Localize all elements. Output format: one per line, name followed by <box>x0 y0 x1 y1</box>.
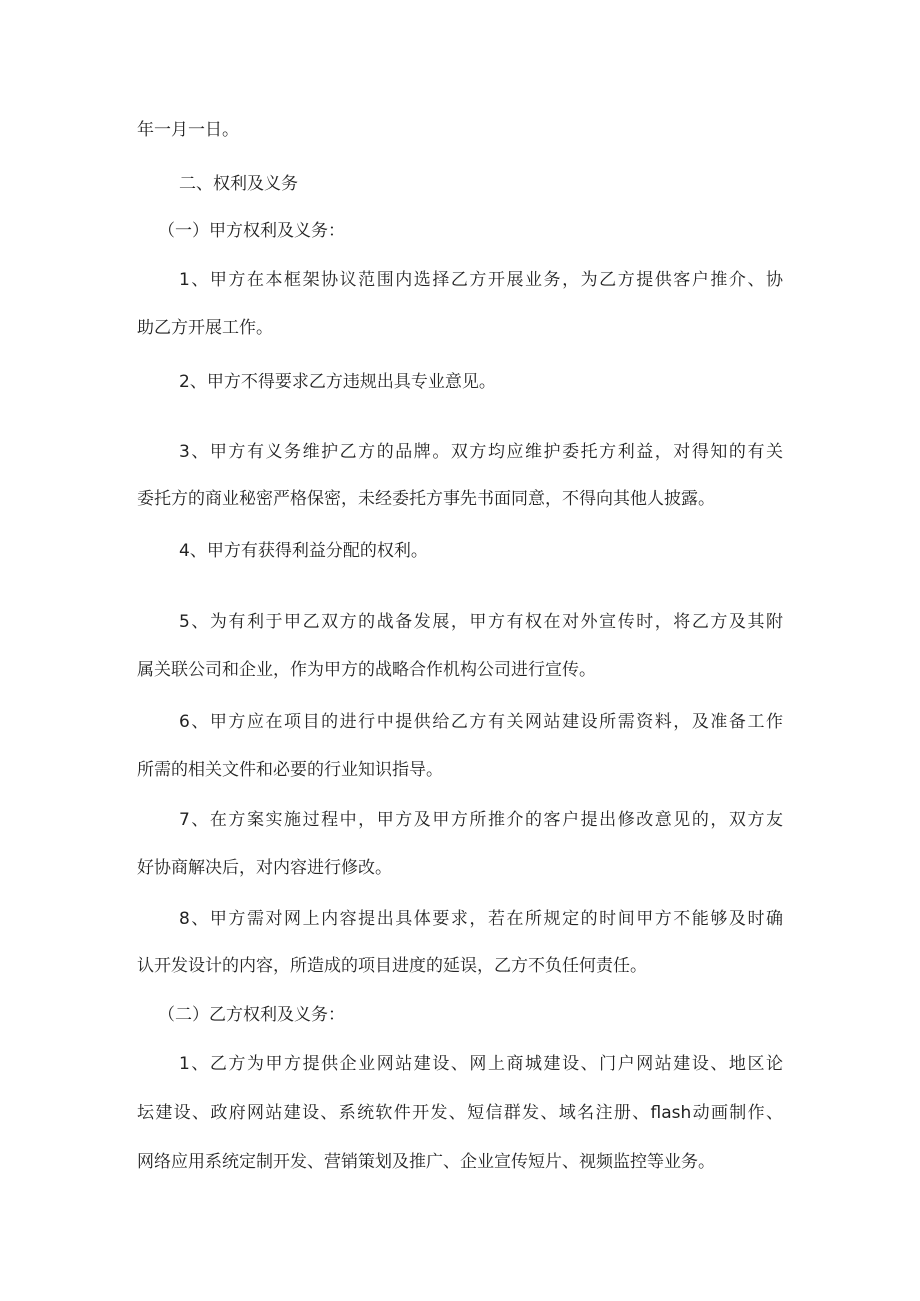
party-b-item-1-line-2: 坛建设、政府网站建设、系统软件开发、短信群发、域名注册、flash动画制作、 <box>137 1103 783 1123</box>
party-a-item-1-line-2: 助乙方开展工作。 <box>137 318 273 338</box>
subheading-party-b: （二）乙方权利及义务： <box>158 1005 345 1025</box>
section-heading-rights: 二、权利及义务 <box>179 174 298 194</box>
subheading-party-a: （一）甲方权利及义务： <box>158 221 345 241</box>
party-a-item-6-line-1: 6、甲方应在项目的进行中提供给乙方有关网站建设所需资料，及准备工作 <box>179 712 783 732</box>
party-b-item-1-line-3: 网络应用系统定制开发、营销策划及推广、企业宣传短片、视频监控等业务。 <box>137 1152 715 1172</box>
party-a-item-8-line-1: 8、甲方需对网上内容提出具体要求，若在所规定的时间甲方不能够及时确 <box>179 909 783 929</box>
party-a-item-7-line-1: 7、在方案实施过程中，甲方及甲方所推介的客户提出修改意见的，双方友 <box>179 810 783 830</box>
party-b-item-1-line-1: 1、乙方为甲方提供企业网站建设、网上商城建设、门户网站建设、地区论 <box>179 1054 783 1074</box>
party-a-item-6-line-2: 所需的相关文件和必要的行业知识指导。 <box>137 760 443 780</box>
party-a-item-3-line-2: 委托方的商业秘密严格保密，未经委托方事先书面同意，不得向其他人披露。 <box>137 489 715 509</box>
party-a-item-7-line-2: 好协商解决后，对内容进行修改。 <box>137 858 392 878</box>
party-a-item-5-line-1: 5、为有利于甲乙双方的战备发展，甲方有权在对外宣传时，将乙方及其附 <box>179 612 783 632</box>
party-a-item-8-line-2: 认开发设计的内容，所造成的项目进度的延误，乙方不负任何责任。 <box>137 956 647 976</box>
party-a-item-4: 4、甲方有获得利益分配的权利。 <box>179 541 428 561</box>
continuation-date-line: 年一月一日。 <box>137 120 239 140</box>
party-a-item-1-line-1: 1、甲方在本框架协议范围内选择乙方开展业务，为乙方提供客户推介、协 <box>179 270 783 290</box>
party-a-item-2: 2、甲方不得要求乙方违规出具专业意见。 <box>179 372 496 392</box>
party-a-item-3-line-1: 3、甲方有义务维护乙方的品牌。双方均应维护委托方利益，对得知的有关 <box>179 442 783 462</box>
party-a-item-5-line-2: 属关联公司和企业，作为甲方的战略合作机构公司进行宣传。 <box>137 660 596 680</box>
